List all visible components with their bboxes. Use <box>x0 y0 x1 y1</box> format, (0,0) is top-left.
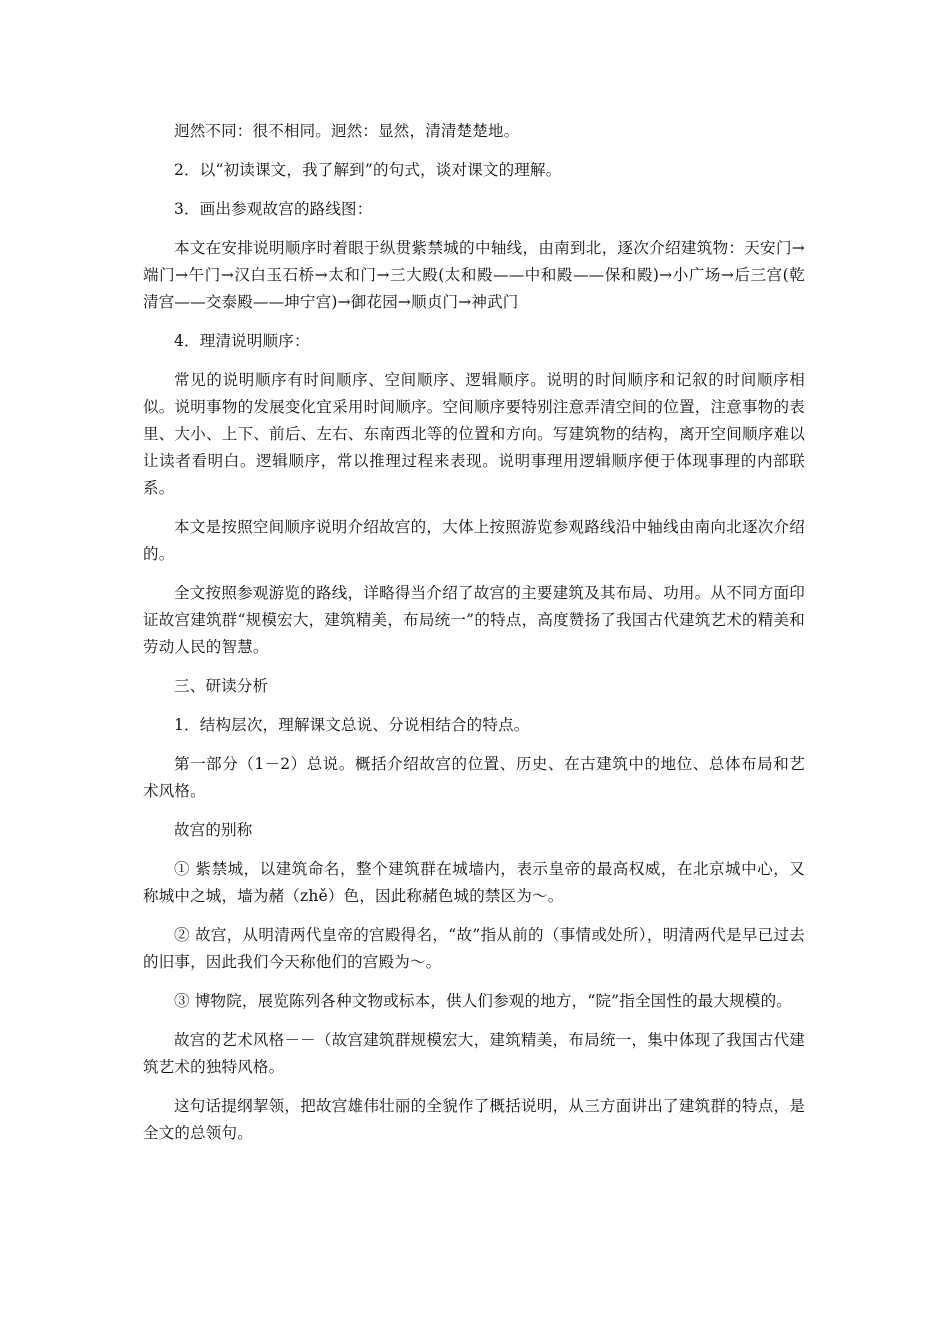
paragraph: 这句话提纲挈领，把故宫雄伟壮丽的全貌作了概括说明，从三方面讲出了建筑群的特点，是全文的总领句。 <box>143 1097 805 1142</box>
paragraph: 本文是按照空间顺序说明介绍故宫的，大体上按照游览参观路线沿中轴线由南向北逐次介绍的。 <box>143 518 805 563</box>
list-item: ③ 博物院，展览陈列各种文物或标本，供人们参观的地方，“院”指全国性的最大规模的。 <box>174 992 792 1010</box>
document-body <box>143 118 805 1159</box>
paragraph: 1．结构层次，理解课文总说、分说相结合的特点。 <box>174 716 530 734</box>
question-3: 3．画出参观故宫的路线图： <box>174 200 373 218</box>
paragraph: 第一部分（1－2）总说。概括介绍故宫的位置、历史、在古建筑中的地位、总体布局和艺术风格。 <box>143 755 805 800</box>
list-item: ① 紫禁城，以建筑命名，整个建筑群在城墙内，表示皇帝的最高权威，在北京城中心，又称城中之城，墙为赭（zhě）色，因此称赭色城的禁区为～。 <box>143 860 805 905</box>
section-heading: 三、研读分析 <box>174 677 269 695</box>
question-2: 2．以“初读课文，我了解到”的句式，谈对课文的理解。 <box>174 161 562 179</box>
route-paragraph: 本文在安排说明顺序时着眼于纵贯紫禁城的中轴线，由南到北，逐次介绍建筑物：天安门→端门→午门→汉白玉石桥→太和门→三大殿(太和殿——中和殿——保和殿)→小广场→后三宫(乾清宫——交泰殿——坤宁宫)→御花园→顺贞门→神武门 <box>143 239 805 311</box>
paragraph: 全文按照参观游览的路线，详略得当介绍了故宫的主要建筑及其布局、功用。从不同方面印证故宫建筑群“规模宏大，建筑精美，布局统一”的特点，高度赞扬了我国古代建筑艺术的精美和劳动人民的智慧。 <box>143 584 805 656</box>
question-4: 4．理清说明顺序： <box>174 332 310 350</box>
paragraph: 故宫的艺术风格－－（故宫建筑群规模宏大，建筑精美，布局统一，集中体现了我国古代建筑艺术的独特风格。 <box>143 1031 805 1076</box>
subheading: 故宫的别称 <box>174 821 253 839</box>
paragraph: 常见的说明顺序有时间顺序、空间顺序、逻辑顺序。说明的时间顺序和记叙的时间顺序相似。说明事物的发展变化宜采用时间顺序。空间顺序要特别注意弄清空间的位置，注意事物的表里、大小、上下、前后、左右、东南西北等的位置和方向。写建筑物的结构，离开空间顺序难以让读者看明白。逻辑顺序，常以推理过程来表现。说明事理用逻辑顺序便于体现事理的内部联系。 <box>143 371 805 497</box>
paragraph: 迥然不同：很不相同。迥然：显然，清清楚楚地。 <box>174 122 520 140</box>
list-item: ② 故宫，从明清两代皇帝的宫殿得名，“故”指从前的（事情或处所），明清两代是早已过去的旧事，因此我们今天称他们的宫殿为～。 <box>143 926 805 971</box>
